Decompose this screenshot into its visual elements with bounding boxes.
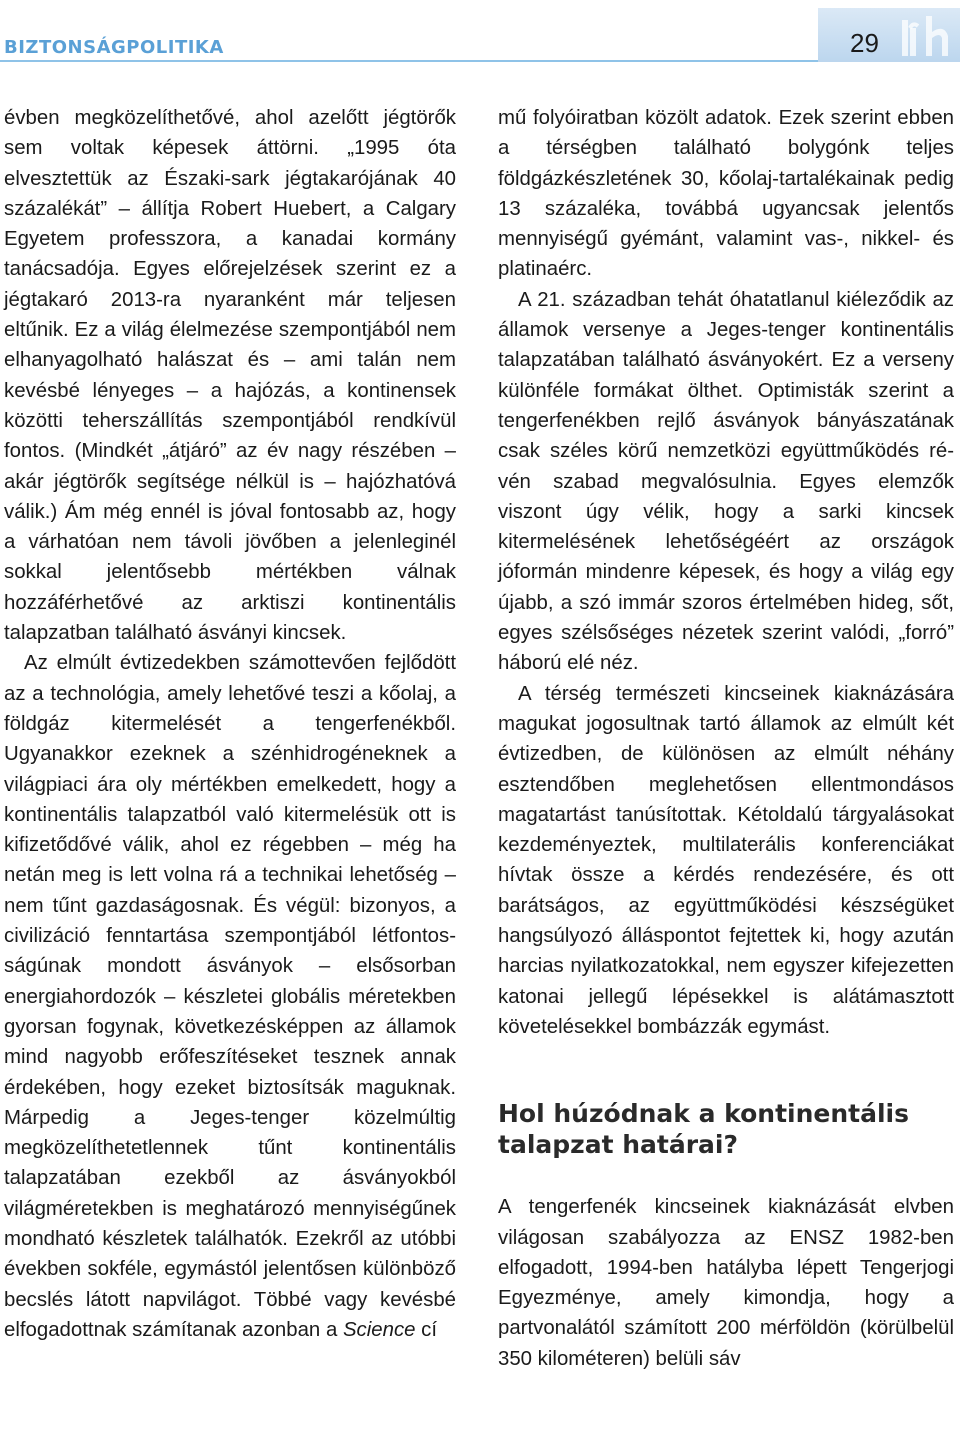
journal-title: Science bbox=[342, 1318, 416, 1341]
right-column bbox=[498, 103, 954, 1374]
body-paragraph: A tengerfenék kincseinek kiaknázását elvben világosan szabályozza az ENSZ 1982-ben elfogadott, 1994-ben hatályba lépett Tengerjogi Egyezménye, amely kimondja, hogy a partvonalától számított 200 mérföldön (körülbelül 350 kilométeren) belüli sáv bbox=[498, 1196, 954, 1370]
body-paragraph: évben megközelíthetővé, ahol azelőtt jégtörők sem voltak képesek áttörni. „1995 óta elvesztettük az Északi-sark jégtakarójának 40 százalékát” – állítja Robert Huebert, a Calgary Egyetem professzora, a kanadai kormány tanácsadója. Egyes előrejelzések szerint ez a jégtakaró 2013-ra nyaranként már teljesen eltűnik. Ez a világ élelmezése szempontjából nem elhanyagolható halászat és – ami talán nem kevésbé lényeges – a hajózás, a kontinensek közötti teherszállítás szempontjából rendkívül fontos. (Mindkét „átjáró” az év nagy részében – akár jégtörők segítsége nélkül is – hajózhatóvá válik.) Ám még ennél is jóval fontosabb az, hogy a várhatóan nem távoli jövőben a jelenleginél sokkal jelentősebb mértékben válnak hozzáférhetővé az arktiszi kontinentális talapzatban található ásványi kincsek. bbox=[4, 107, 456, 645]
paragraph-text: cí bbox=[415, 1318, 438, 1341]
body-paragraph: A térség természeti kincseinek kiaknázására magukat jogosultnak tartó államok az elmúlt két évtizedben, de különösen az elmúlt néhány esztendőben meglehetősen ellentmondásos magatartást tanúsítottak. Kétoldalú tárgyalásokat kezdeményeztek, multilaterális konferenciákat hívtak össze a kérdés rendezésére, és ott barátságos, az együttműködési készségüket hangsúlyozó álláspontot fejtettek ki, hogy azután harcias nyilatkozatokkal, nem egyszer kifejezetten katonai jellegű lépésekkel is alátámasztott követelésekkel bombázzák egymást. bbox=[498, 682, 954, 1038]
section-subheading: Hol húzódnak a kontinentális talapzat határai? bbox=[498, 1099, 909, 1160]
journal-logo-icon bbox=[900, 14, 956, 60]
body-paragraph: A 21. században tehát óhatatlanul kiéleződik az államok versenye a Jeges-tenger kontinentális talapzatában található ásványokért. Ez a verseny különféle formákat ölthet. Optimisták szerint a tengerfenékben rejlő ásványok bányászatának csak széles körű nemzetközi együttműködés révén szabad megvalósulnia. Egyes elemzők viszont úgy vélik, hogy a sarki kincsek kitermelésének lehetőségéért az országok jóformán mindenre képesek, és hogy a világ egy újabb, a szó immár szoros értelmében hideg, sőt, egyes szélsőséges nézetek szerint valódi, „forró” háború elé néz. bbox=[498, 288, 954, 675]
page-number-box bbox=[818, 8, 960, 62]
body-paragraph bbox=[4, 648, 456, 1345]
page-number: 29 bbox=[850, 28, 879, 58]
paragraph-text: Az elmúlt évtizedekben számottevően fejlődött az a technológia, amely lehetővé teszi a kőolaj, a földgáz kitermelését a tengerfenékből. Ugyanakkor ezeknek a szénhidrogéneknek a világpiaci ára oly mértékben emelkedett, hogy a kontinentális talapzatból való kitermelésük ott is kifizetődővé válik, ahol ez régebben – még ha netán meg is lett volna rá a technikai lehetőség – nem tűnt gazdaságosnak. És végül: bizonyos, a civilizáció fenntartása szempontjából létfontosságúnak mondott ásványok – elsősorban energiahordozók – készletei globális méretekben gyorsan fogynak, következésképpen az államok mind nagyobb erőfeszítéseket tesznek annak érdekében, hogy ezeket biztosítsák maguknak. Márpedig a Jeges-tenger közelmúltig megközelíthetetlennek tűnt kontinentális talapzatában ezekből az ásványokból világméretekben is meghatározó mennyiségűnek mondható készletek találhatók. Ezekről az utóbbi években sokféle, egymástól jelentősen különböző becslés látott napvilágot. Többé vagy kevésbé elfogadottnak számítanak azonban a bbox=[4, 652, 456, 1341]
body-paragraph: mű folyóiratban közölt adatok. Ezek szerint ebben a térségben található bolygónk teljes földgázkészletének 30, kőolaj-tartalékainak pedig 13 százaléka, továbbá ugyancsak jelentős mennyiségű gyémánt, valamint vas-, nikkel- és platinaérc. bbox=[498, 107, 954, 281]
header-divider bbox=[0, 60, 818, 62]
section-title: BIZTONSÁGPOLITIKA bbox=[4, 37, 224, 58]
left-column bbox=[4, 103, 456, 1345]
page-header bbox=[0, 0, 960, 66]
